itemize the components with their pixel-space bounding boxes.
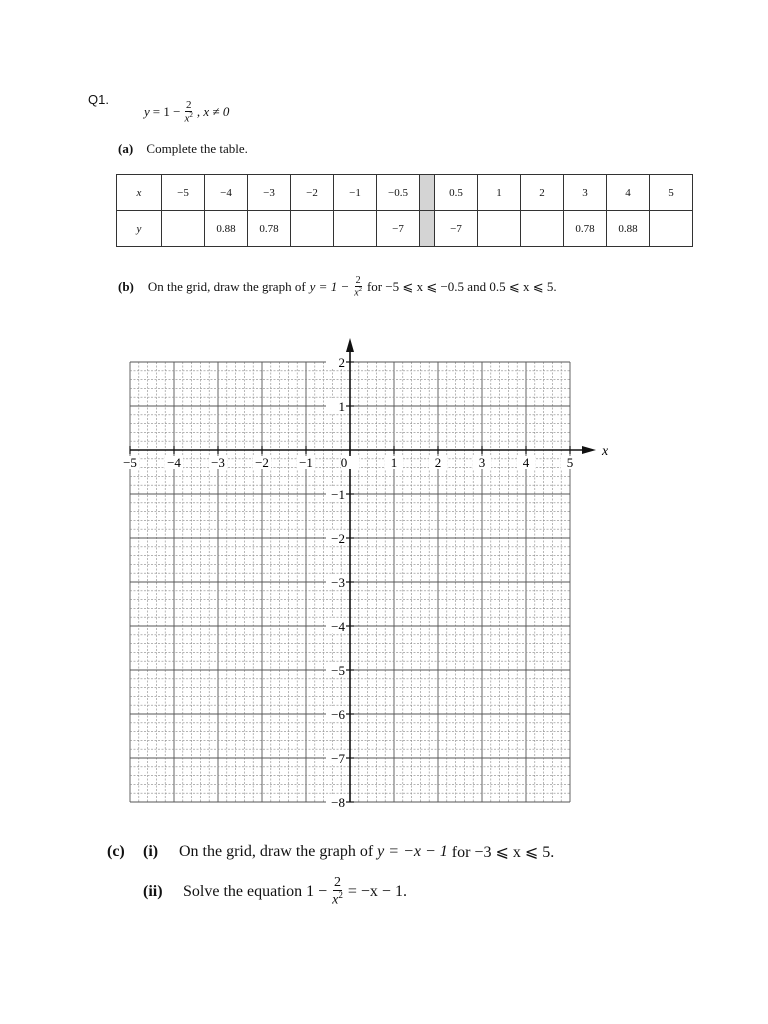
y-tick-label: −2 [331, 531, 345, 546]
part-c-ii-label: (ii) [143, 882, 163, 900]
x-tick-label: 0 [340, 455, 348, 470]
y-tick-label: −6 [331, 707, 345, 722]
table-cell-y[interactable] [291, 211, 334, 247]
x-tick-label: −4 [167, 455, 181, 470]
table-cell-x: 1 [478, 175, 521, 211]
x-tick-label: −3 [211, 455, 225, 470]
table-cell-y[interactable] [478, 211, 521, 247]
equation-equals: = 1 − [152, 104, 181, 120]
part-b-exponent: 2 [358, 286, 362, 293]
table-cell-x: 3 [564, 175, 607, 211]
table-cell-y: −7 [377, 211, 420, 247]
equation-condition: , x ≠ 0 [196, 104, 230, 120]
table-cell-y[interactable] [650, 211, 693, 247]
y-tick-label: 1 [338, 399, 345, 414]
table-cell-y: 0.88 [205, 211, 248, 247]
part-c-ii-text-after: = −x − 1. [347, 882, 407, 900]
part-c-i-text-before: On the grid, draw the graph of [179, 843, 374, 860]
equation-lhs: y [144, 104, 150, 120]
y-axis-arrow [346, 338, 354, 352]
table-cell-y[interactable] [162, 211, 205, 247]
equation-fraction [184, 100, 192, 125]
part-c-ii-exponent: 2 [338, 890, 343, 900]
part-a [118, 141, 248, 157]
table-cell-y: 0.88 [607, 211, 650, 247]
part-c-i-text-after: for −3 ⩽ x ⩽ 5. [451, 844, 555, 861]
values-table [116, 174, 693, 247]
part-c-ii-numerator: 2 [333, 875, 341, 890]
part-b-label: (b) [118, 279, 134, 295]
x-axis-arrow [582, 446, 596, 454]
part-c-ii-denominator: x [332, 892, 339, 908]
x-tick-label: 1 [390, 455, 398, 470]
part-a-label: (a) [118, 141, 134, 156]
x-tick-label: 4 [522, 455, 530, 470]
table-header-x: x [117, 175, 162, 211]
table-gap-cell [420, 211, 435, 247]
part-b [118, 276, 557, 298]
y-tick-label: −3 [331, 575, 345, 590]
part-c-label: (c) [107, 843, 125, 860]
table-cell-x: −1 [334, 175, 377, 211]
part-b-numerator: 2 [355, 275, 361, 286]
y-tick-label: −8 [331, 795, 345, 810]
question-number: Q1. [88, 92, 109, 107]
part-c-i [107, 842, 554, 862]
table-cell-x: −0.5 [377, 175, 420, 211]
part-b-denominator: x [354, 287, 359, 299]
equation-denominator: x [184, 112, 190, 125]
table-cell-x: −5 [162, 175, 205, 211]
part-b-text-after: for −5 ⩽ x ⩽ −0.5 and 0.5 ⩽ x ⩽ 5. [366, 279, 557, 295]
x-tick-label: −1 [299, 455, 313, 470]
table-cell-y: 0.78 [564, 211, 607, 247]
table-cell-y: −7 [435, 211, 478, 247]
table-cell-y[interactable] [521, 211, 564, 247]
y-tick-label: −5 [331, 663, 345, 678]
equation-numerator: 2 [185, 99, 192, 111]
x-tick-label: −5 [123, 455, 137, 470]
equation-exponent: 2 [189, 111, 193, 119]
x-axis-label: x [602, 444, 608, 459]
table-row-x [117, 175, 693, 211]
y-tick-label: −1 [331, 487, 345, 502]
part-c-ii-fraction [332, 876, 343, 908]
table-cell-y: 0.78 [248, 211, 291, 247]
table-row-y [117, 211, 693, 247]
table-cell-x: −3 [248, 175, 291, 211]
part-b-eq-lhs: y = 1 − [309, 279, 350, 295]
table-cell-x: 5 [650, 175, 693, 211]
part-c-i-eq: y = −x − 1 [377, 843, 448, 860]
table-cell-x: 0.5 [435, 175, 478, 211]
part-a-text: Complete the table. [146, 141, 248, 156]
x-tick-label: 2 [434, 455, 442, 470]
table-gap-cell [420, 175, 435, 211]
x-tick-label: 5 [566, 455, 574, 470]
x-tick-label: 3 [478, 455, 486, 470]
part-b-fraction [354, 276, 362, 298]
y-tick-label: −4 [331, 619, 345, 634]
part-b-text-before: On the grid, draw the graph of [147, 279, 306, 295]
part-c-i-label: (i) [143, 843, 159, 860]
function-equation [144, 100, 229, 125]
table-cell-x: −2 [291, 175, 334, 211]
y-tick-label: 2 [338, 355, 345, 370]
graph-grid[interactable] [118, 332, 608, 822]
table-cell-x: −4 [205, 175, 248, 211]
table-cell-y[interactable] [334, 211, 377, 247]
x-tick-label: −2 [255, 455, 269, 470]
part-c-ii-text-before: Solve the equation 1 − [183, 882, 328, 900]
table-header-y: y [117, 211, 162, 247]
y-tick-label: −7 [331, 751, 345, 766]
table-cell-x: 4 [607, 175, 650, 211]
table-cell-x: 2 [521, 175, 564, 211]
part-c-ii [143, 876, 407, 908]
